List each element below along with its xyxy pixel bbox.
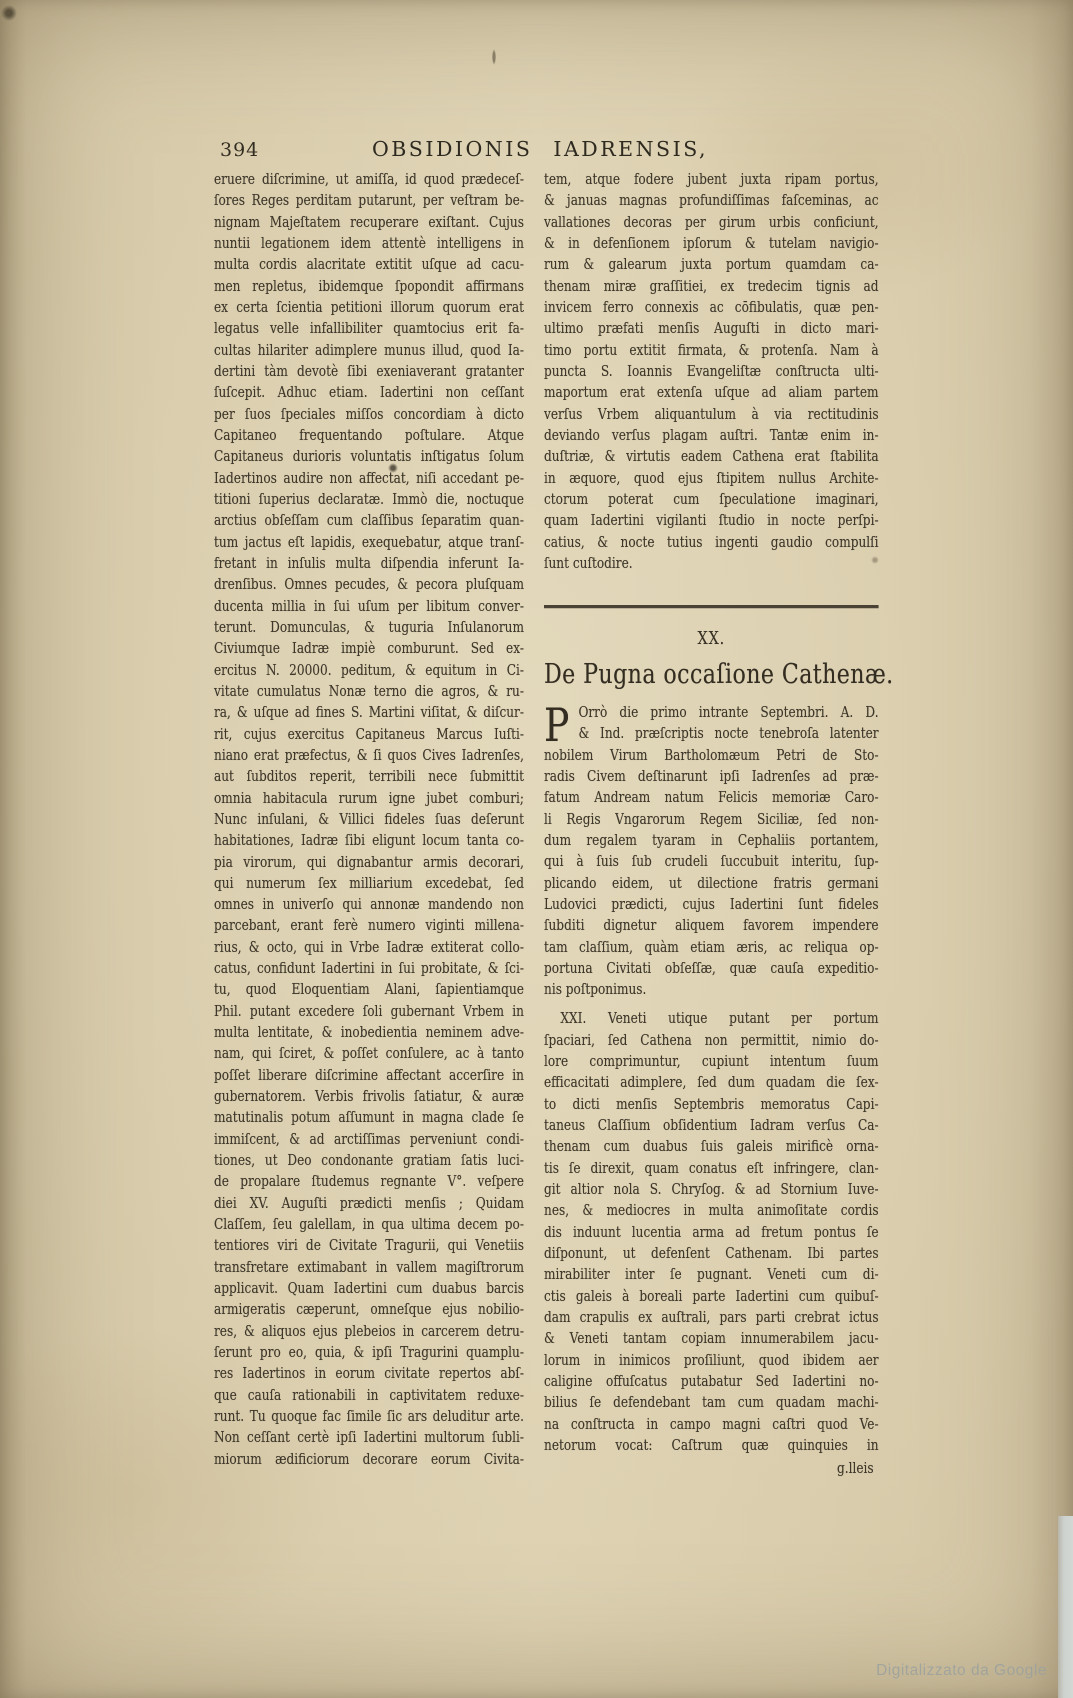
- text-line: & januas magnas profundiſſimas faſceminas, ac: [544, 192, 879, 210]
- text-line: thenam miræ graſſitiei, ex tredecim tignis ad: [544, 277, 879, 295]
- page-number: 394: [220, 139, 260, 161]
- text-line: bilius ſe defendebant tam cum quadam machi-: [544, 1394, 879, 1412]
- text-line: rius, & octo, qui in Vrbe Iadræ extiterat collo-: [214, 938, 524, 956]
- text-line: men repletus, ibidemque ſpopondit affirmans: [214, 277, 524, 295]
- text-line: tiones, ut Deo condonante gratiam ſatis luci-: [214, 1152, 524, 1170]
- text-line: de propalare ſtudemus regnante V°. veſpere: [214, 1173, 524, 1191]
- text-line: nis poſtponimus.: [544, 981, 647, 999]
- text-line: fatum Andream natum Felicis memoriæ Caro-: [544, 789, 879, 807]
- text-line: rit, cujus exercitus Capitaneus Marcus Iuſti-: [214, 725, 524, 743]
- text-line: diei XV. Auguſti prædicti menſis ; Quidam: [214, 1194, 524, 1212]
- text-line: eruere diſcrimine, ut amiſſa, id quod prædeceſ-: [214, 171, 524, 188]
- text-line: & Veneti tantam copiam innumerabilem jacu-: [544, 1330, 879, 1348]
- text-line: lore comprimuntur, cupiunt intentum ſuum: [544, 1053, 879, 1071]
- text-line: habitationes, Iadræ ſibi eligunt locum tanta co-: [214, 832, 524, 850]
- text-line: Capitaneus durioris voluntatis inſtigatus ſolum: [214, 448, 524, 466]
- text-line: Nunc inſulani, & Villici fideles ſuas deſerunt: [214, 810, 524, 828]
- paragraph-xx: [544, 697, 879, 1001]
- text-line: ultimo præfati menſis Auguſti in dicto mari-: [544, 320, 879, 338]
- text-line: Ludovici prædicti, cujus Iadertini ſunt fideles: [544, 895, 879, 913]
- text-line: Claſſem, ſeu galellam, in qua ultima decem po-: [214, 1216, 524, 1234]
- text-line: dum regalem tyaram in Cephaliis portantem,: [544, 831, 879, 849]
- text-line: terunt. Domunculas, & tuguria Inſulanorum: [214, 618, 524, 636]
- text-line: verſus Vrbem aliquantulum à via rectitudinis: [544, 405, 879, 423]
- text-line: legatus velle infallibiliter quamtocius erit fa-: [214, 320, 524, 338]
- paragraph-chain-description: [544, 169, 879, 574]
- text-line: radis Civem deſtinarunt ipſi Iadrenſes ad præ-: [544, 767, 879, 785]
- text-line: portuna Civitati obſeſſæ, quæ cauſa expeditio-: [544, 959, 879, 977]
- text-line: dertini tàm devotè ſibi exeniaverant gratanter: [214, 362, 524, 380]
- text-line: immiſcent, & ad arctiſſimas perveniunt condi-: [214, 1130, 524, 1148]
- right-column: [544, 169, 894, 1480]
- text-line: tum jactus eſt lapidis, exequebatur, atque tranſ-: [214, 533, 524, 551]
- text-line: efficacitati adimplere, ſed dum quadam die ſex-: [544, 1074, 879, 1092]
- text-line: applicavit. Quam Iadertini cum duabus barcis: [214, 1280, 524, 1298]
- text-line: timo portu extitit firmata, & protenſa. Nam à: [544, 341, 879, 359]
- text-line: taneus Claſſium obſidentium Iadram verſus Ca-: [544, 1117, 879, 1135]
- text-line: Civiumque Iadræ impiè comburunt. Sed ex-: [214, 640, 524, 658]
- paragraph-xxi: [544, 1008, 879, 1456]
- text-line: & Ind. præſcriptis nocte tenebroſa latenter: [578, 725, 879, 743]
- text-line: ercitus N. 20000. peditum, & equitum in Ci-: [214, 661, 524, 679]
- text-line: dis induunt lucentia arma ad fretum pontus ſe: [544, 1223, 879, 1241]
- section-divider-rule: [544, 605, 879, 608]
- text-line: ducenta millia in ſui uſum per libitum conver-: [214, 597, 524, 615]
- text-line: duſtriæ, & virtutis eadem Cathena erat ſtabilita: [544, 448, 879, 466]
- text-line: poſſet liberare diſcrimine affectant accerſire in: [214, 1066, 524, 1084]
- text-line: catius, & nocte tutius ingenti gaudio compulſi: [544, 533, 879, 551]
- text-line: na conſtructa in campo magni caſtri quod Ve-: [544, 1415, 879, 1433]
- text-line: invicem ferro connexis ac cōfibulatis, quæ pen-: [544, 298, 879, 316]
- google-watermark: Digitalizzato da Google: [876, 1662, 1047, 1679]
- text-line: fretant in inſulis multa diſpendia inferunt Ia-: [214, 554, 524, 572]
- text-line: caligine offuſcatus putabatur Sed Iadertini no-: [544, 1373, 879, 1391]
- text-line: deviando verſus plagam auſtri. Tantæ enim in-: [544, 426, 879, 444]
- text-line: tentiores viri de Civitate Tragurii, qui Venetiis: [214, 1237, 524, 1255]
- text-line: git altior nola S. Chryſog. & ad Stornium Iuve-: [544, 1181, 879, 1199]
- text-line: matutinalis potum aſſumunt in magna clade ſe: [214, 1109, 524, 1127]
- text-line: qui à ſuis ſub crudeli ſuccubuit interitu, ſup-: [544, 853, 879, 871]
- text-line: XXI. Veneti utique putant per portum: [560, 1010, 879, 1028]
- text-line: nam, qui ſciret, & poſſet conſulere, ac à tanto: [214, 1045, 524, 1063]
- text-line: Phil. putant excedere ſoli gubernant Vrbem in: [214, 1002, 524, 1020]
- text-line: mirabiliter inter ſe pugnant. Veneti cum di-: [544, 1266, 879, 1284]
- text-line: nes, & mediocres in multa animoſitate cordis: [544, 1202, 879, 1220]
- text-line: per ſuos ſpeciales miſſos concordiam à dicto: [214, 405, 524, 423]
- text-line: qui numerum ſex milliarium excedebat, ſed: [214, 874, 524, 892]
- text-line: thenam cum duabus ſuis galeis mirificè orna-: [544, 1138, 879, 1156]
- text-line: Orrò die primo intrante Septembri. A. D.: [578, 703, 879, 721]
- left-column: [214, 169, 524, 1470]
- text-line: Capitaneo frequentando poſtulare. Atque: [214, 426, 524, 444]
- text-line: ſores Reges perditam putarunt, per veſtram be-: [214, 192, 524, 210]
- text-line: Iadertinos audire non affectat, niſi accedant pe-: [214, 469, 524, 487]
- text-line: ex certa ſcientia petitioni illorum quorum erat: [214, 298, 524, 316]
- text-line: tam claſſium, quàm etiam æris, ac reliqua op-: [544, 938, 879, 956]
- text-line: nobilem Virum Bartholomæum Petri de Sto-: [544, 746, 879, 764]
- text-line: ctorum poterat cum ſpeculatione imaginari,: [544, 490, 879, 508]
- text-line: tem, atque fodere jubent juxta ripam portus,: [544, 171, 879, 188]
- text-line: miorum ædificiorum decorare eorum Civita-: [214, 1450, 524, 1468]
- text-line: dam crapulis ex auſtrali, pars parti crebrat ictus: [544, 1309, 879, 1327]
- text-line: plicando eidem, ut dilectione fratris germani: [544, 874, 879, 892]
- text-line: ſpaciari, ſed Cathena non permittit, nimio do-: [544, 1031, 879, 1049]
- scan-edge-artifact: [1058, 1516, 1073, 1698]
- text-line: ra, & uſque ad fines S. Martini viſitat, & diſcur-: [214, 704, 524, 722]
- text-line: omnes in univerſo qui annonæ mandendo non: [214, 896, 524, 914]
- text-line: omnia habitacula rurum igne jubet comburi;: [214, 789, 524, 807]
- text-line: multa cordis alacritate extitit uſque ad cacu-: [214, 256, 524, 274]
- text-line: niano erat præfectus, & ſi quos Cives Iadrenſes,: [214, 746, 524, 764]
- text-line: vallationes decoras per girum urbis conficiunt,: [544, 213, 879, 231]
- text-line: to dicti menſis Septembris memoratus Capi-: [544, 1095, 879, 1113]
- text-line: res, & aliquos ejus plebeios in carcerem detru-: [214, 1322, 524, 1340]
- section-number: XX.: [697, 629, 726, 650]
- text-line: transfretare extimabant in vallem magiſtrorum: [214, 1258, 524, 1276]
- text-line: arctius obſeſſam cum claſſibus ſeparatim quan-: [214, 512, 524, 530]
- text-line: ſunt cuſtodire.: [544, 554, 633, 572]
- catchword: g.lleis: [836, 1460, 874, 1478]
- text-line: ſubditi dignetur aliquem favorem impendere: [544, 917, 879, 935]
- text-line: drenſibus. Omnes pecudes, & pecora pluſquam: [214, 576, 524, 594]
- text-line: netorum vocat: Caſtrum quæ quinquies in: [544, 1437, 879, 1455]
- text-line: tis ſe direxit, quam conatus eſt infringere, clan-: [544, 1159, 879, 1177]
- text-line: puncta S. Ioannis Evangeliſtæ conſtructa ulti-: [544, 362, 879, 380]
- text-line: nignam Majeſtatem recuperare exiſtant. Cujus: [214, 213, 524, 231]
- section-title: De Pugna occaſione Cathenæ.: [544, 658, 894, 690]
- text-line: ſerunt pro eo, quia, & ipſi Tragurini quamplu-: [214, 1344, 524, 1362]
- text-line: in æquore, quod ejus ſtipitem nullus Archite-: [544, 469, 879, 487]
- text-line: res Iadertinos in eorum civitate repertos abſ-: [214, 1365, 524, 1383]
- text-line: runt. Tu quoque fac ſimile ſic ars deluditur arte.: [214, 1408, 524, 1426]
- text-line: & in defenſionem ipſorum & tutelam navigio-: [544, 234, 879, 252]
- text-line: quam Iadertini vigilanti ſtudio in nocte perſpi-: [544, 512, 879, 530]
- text-line: vitate cumulatus Nonæ terno die agros, & ru-: [214, 682, 524, 700]
- text-line: nuntii legationem idem attentè intelligens in: [214, 234, 524, 252]
- running-title: OBSIDIONIS IADRENSIS,: [371, 137, 709, 161]
- text-line: diſponunt, ut defenſent Cathenam. Ibi partes: [544, 1245, 879, 1263]
- text-line: titioni ſuperius declaratæ. Immò die, noctuque: [214, 490, 524, 508]
- text-line: tu, quod Eloquentiam Alani, ſapientiamque: [214, 981, 524, 999]
- text-line: lorum in inimicos proſiliunt, quod ibidem aer: [544, 1351, 879, 1369]
- text-line: li Regis Vngarorum Regem Siciliæ, ſed non-: [544, 810, 879, 828]
- text-line: aut ſubditos reperit, terribili nece ſubmittit: [214, 768, 524, 786]
- text-line: multa lentitate, & inobedientia neminem adve-: [214, 1024, 524, 1042]
- text-line: catus, confidunt Iadertini in ſui probitate, & ſci-: [214, 960, 524, 978]
- text-line: ſuſcepit. Adhuc etiam. Iadertini non ceſſant: [214, 384, 524, 402]
- text-line: cultas hilariter adimplere munus illud, quod Ia-: [214, 341, 524, 359]
- drop-cap-initial: P: [544, 697, 570, 752]
- text-line: gubernatorem. Verbis frivolis ſatiatur, & auræ: [214, 1088, 524, 1106]
- text-line: pia virorum, qui dignabantur armis decorari,: [214, 853, 524, 871]
- text-line: Non ceſſant certè ipſi Iadertini multorum ſubli-: [214, 1429, 524, 1447]
- text-line: rum & galearum juxta portum quamdam ca-: [544, 256, 879, 274]
- text-line: parcebant, erant ferè numero viginti millena-: [214, 917, 524, 935]
- text-line: ctis galeis à boreali parte Iadertini cum quibuſ-: [544, 1287, 879, 1305]
- text-line: armigeratis cæperunt, omneſque ejus nobilio-: [214, 1301, 524, 1319]
- text-line: maportum erat extenſa uſque ad aliam partem: [544, 384, 879, 402]
- text-line: que cauſa rationabili in captivitatem reduxe-: [214, 1386, 524, 1404]
